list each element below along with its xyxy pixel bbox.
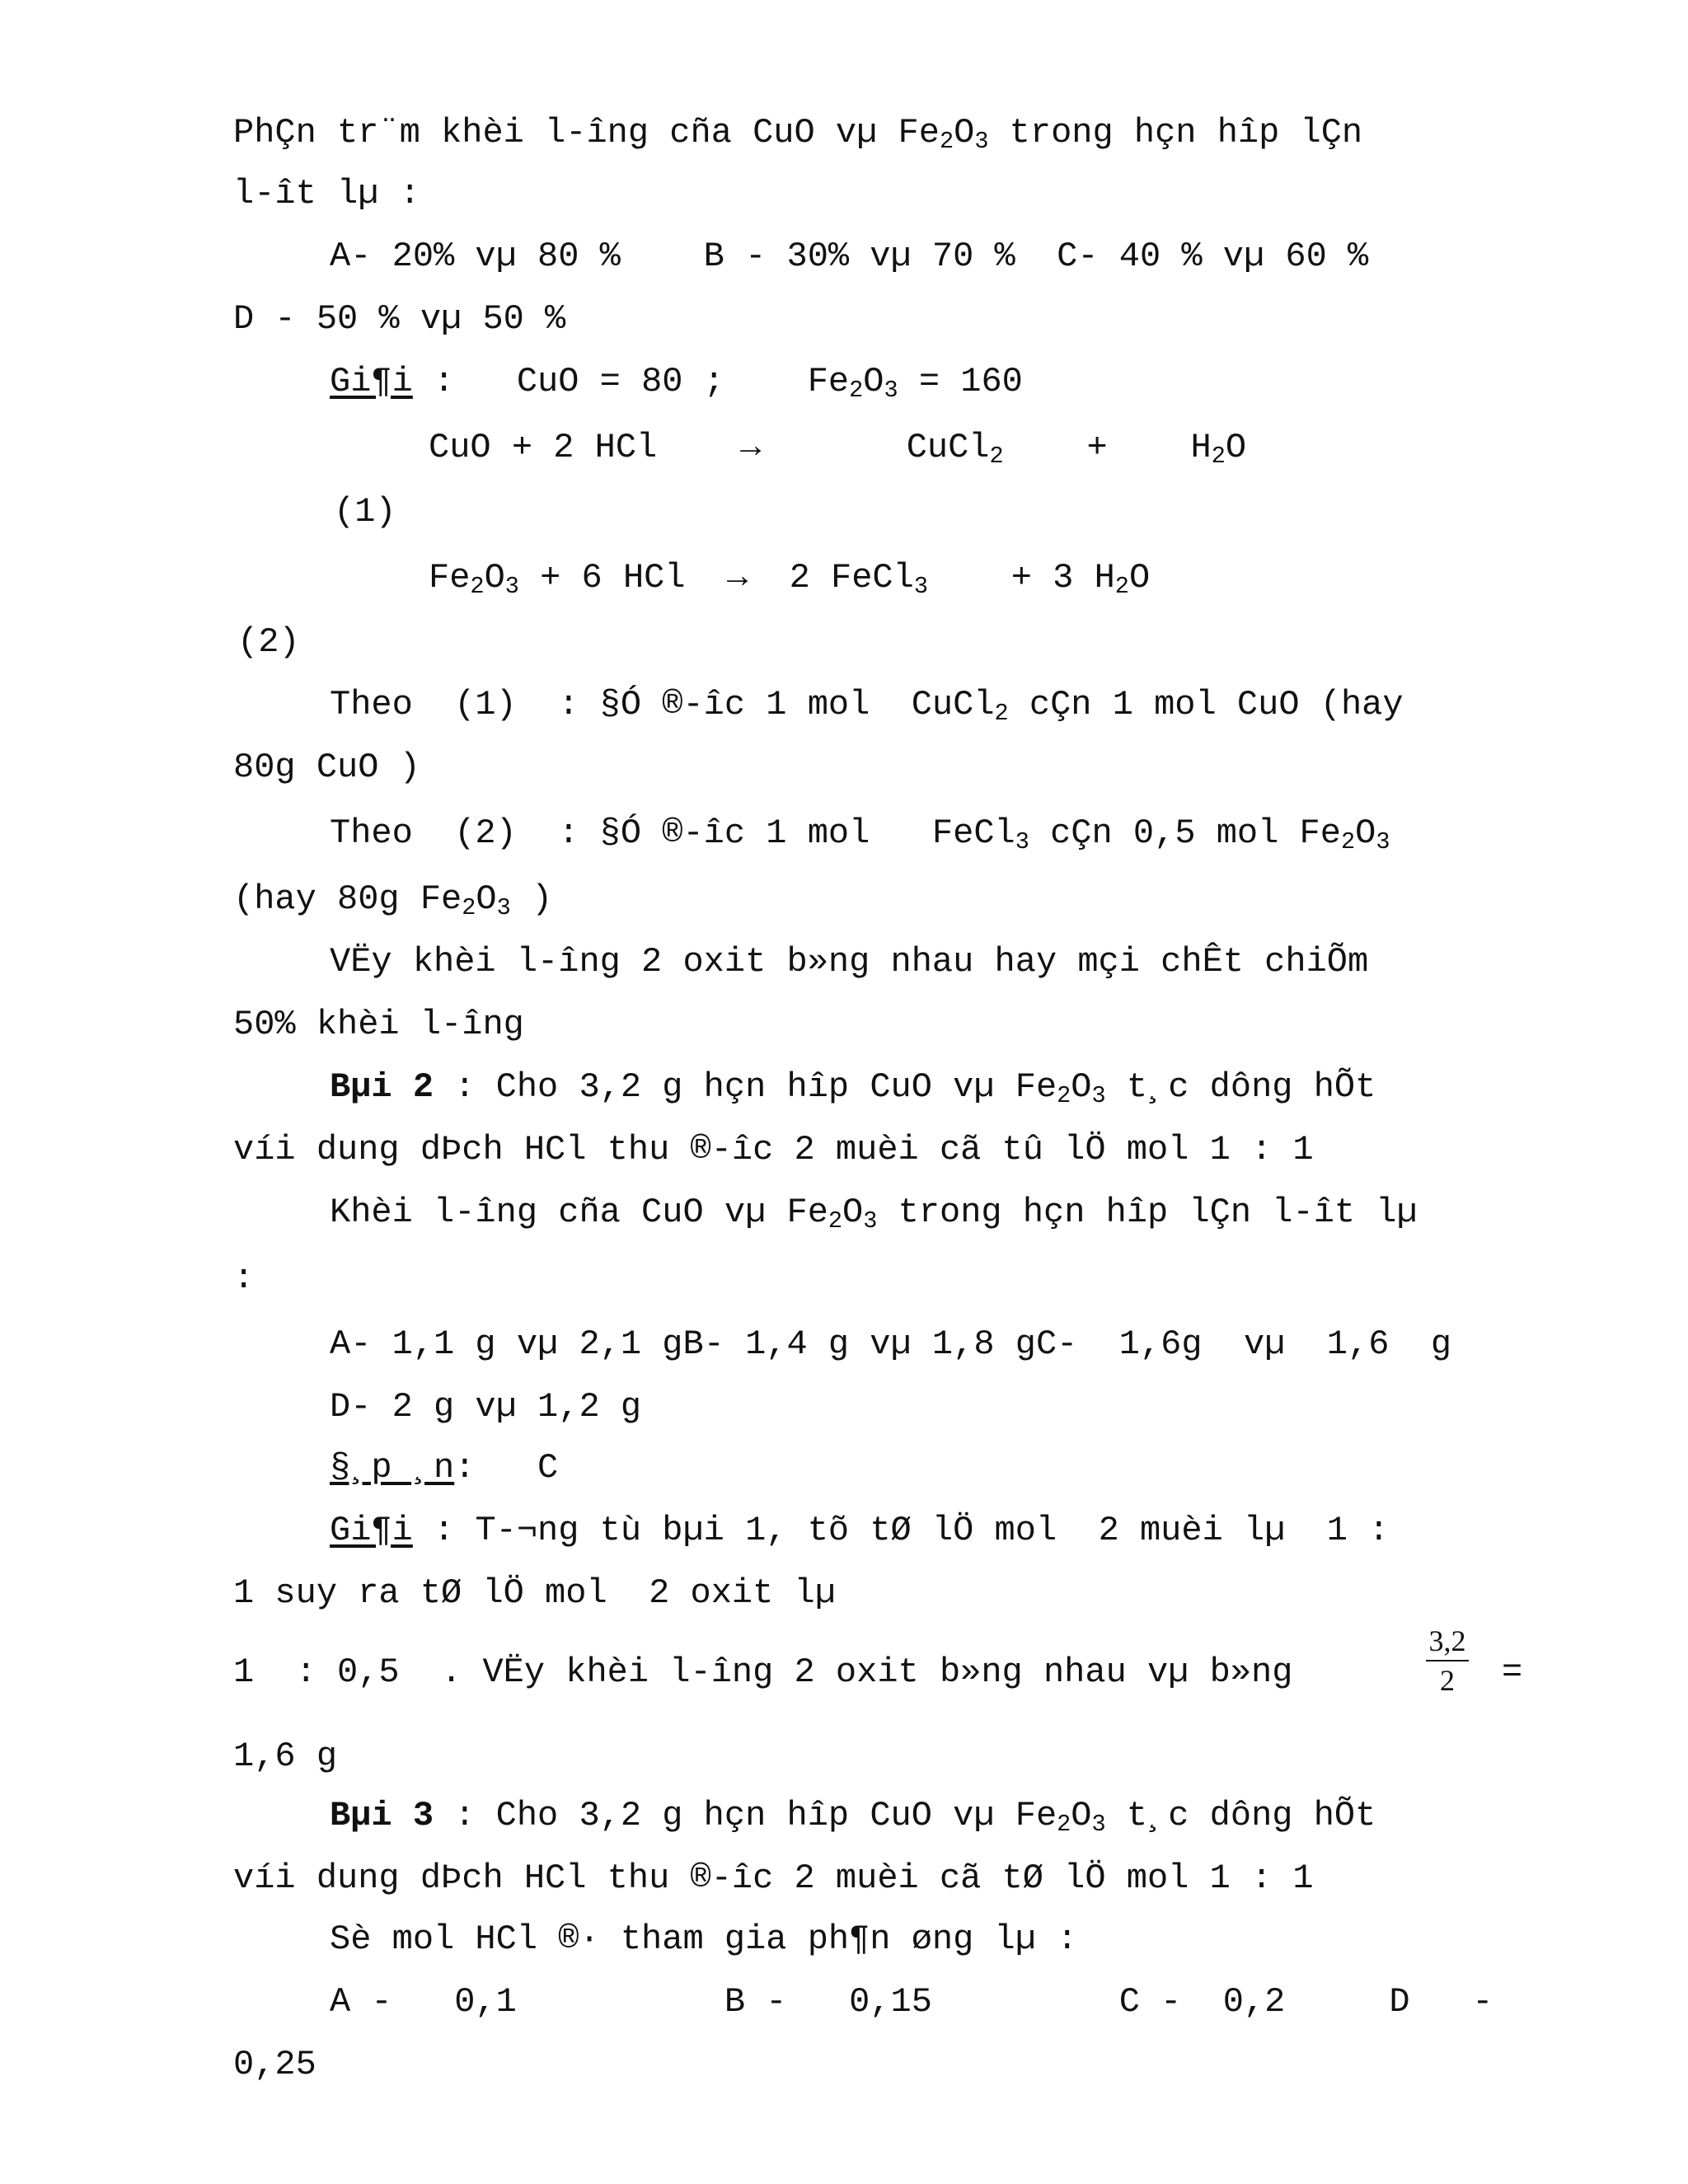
text-line: 1 suy ra tØ lÖ mol 2 oxit lµ xyxy=(233,1573,836,1613)
text-line: : xyxy=(233,1258,255,1298)
text-line: VËy khèi l-îng 2 oxit b»ng nhau hay mçi chÊt chiÕm xyxy=(330,942,1369,982)
answer-label: §¸p ¸n xyxy=(330,1448,455,1488)
solution-label: Gi¶i xyxy=(330,362,413,401)
answer-options: 0,25 xyxy=(233,2045,316,2084)
text-line: 1 : 0,5 . VËy khèi l-îng 2 oxit b»ng nhau vµ b»ng xyxy=(233,1652,1293,1692)
equation-2: $Fe_2O_3 + 6$ HCl → 2 FeCl$_3$ + 3 $H_2O$ xyxy=(429,558,1151,601)
text-line: víi dung dÞch HCl thu ®-îc 2 muèi cã tû lÖ mol 1 : 1 xyxy=(233,1130,1314,1169)
fraction-denominator: 2 xyxy=(1440,1664,1455,1697)
answer-options: A- 20% vµ 80 % B - 30% vµ 70 % C- 40 % vµ 60 % xyxy=(330,237,1369,276)
problem-heading: Bµi 2 : Cho 3,2 g hçn hîp CuO vµ $Fe_2O_3$ t¸c dông hÕt xyxy=(330,1067,1376,1110)
text-line: 80g CuO ) xyxy=(233,748,420,787)
equation-2-number: (2) xyxy=(237,622,300,662)
text-line: (hay 80g $Fe_2O_3$ ) xyxy=(233,879,553,922)
equation-1: CuO + 2 HCl → CuCl$_2$ + $H_2O$ xyxy=(429,428,1247,471)
answer-options: D - 50 % vµ 50 % xyxy=(233,299,566,339)
text-line: l-ît lµ : xyxy=(233,174,420,213)
solution-line: Gi¶i : CuO = 80 ; $Fe_2O_3 = 160$ xyxy=(330,362,1023,405)
problem-number: Bµi 3 xyxy=(330,1796,434,1835)
problem-heading: Bµi 3 : Cho 3,2 g hçn hîp CuO vµ $Fe_2O_3$ t¸c dông hÕt xyxy=(330,1796,1376,1839)
text-line: víi dung dÞch HCl thu ®-îc 2 muèi cã tØ lÖ mol 1 : 1 xyxy=(233,1858,1314,1898)
answer-options: D- 2 g vµ 1,2 g xyxy=(330,1387,642,1427)
fraction-numerator: 3,2 xyxy=(1428,1624,1466,1657)
fraction xyxy=(1424,1622,1470,1699)
text-line: Theo (2) : §Ó ®-îc 1 mol FeCl$_3$ cÇn 0,5 mol $Fe_2O_3$ xyxy=(330,813,1390,856)
text-line: 1,6 g xyxy=(233,1736,338,1776)
answer-line: §¸p ¸n: C xyxy=(330,1448,559,1488)
problem-number: Bµi 2 xyxy=(330,1067,434,1107)
equals-sign: = xyxy=(1502,1652,1523,1692)
text-line: Theo (1) : §Ó ®-îc 1 mol CuCl$_2$ cÇn 1 mol CuO (hay xyxy=(330,685,1404,728)
text-line: Khèi l-îng cña CuO vµ $Fe_2O_3$ trong hçn hîp lÇn l-ît lµ xyxy=(330,1193,1418,1235)
solution-label: Gi¶i xyxy=(330,1511,413,1550)
answer-options: A- 1,1 g vµ 2,1 gB- 1,4 g vµ 1,8 gC- 1,6g vµ 1,6 g xyxy=(330,1324,1452,1364)
equation-1-number: (1) xyxy=(334,492,396,532)
text-line: 50% khèi l-îng xyxy=(233,1005,524,1044)
answer-options: A - 0,1 B - 0,15 C - 0,2 D - xyxy=(330,1982,1493,2022)
text-line: PhÇn tr¨m khèi l-îng cña CuO vµ $Fe_2O_3$ trong hçn hîp lÇn xyxy=(233,113,1363,156)
solution-line: Gi¶i : T-¬ng tù bµi 1, tõ tØ lÖ mol 2 muèi lµ 1 : xyxy=(330,1511,1390,1550)
text-line: Sè mol HCl ®· tham gia ph¶n øng lµ : xyxy=(330,1919,1078,1959)
